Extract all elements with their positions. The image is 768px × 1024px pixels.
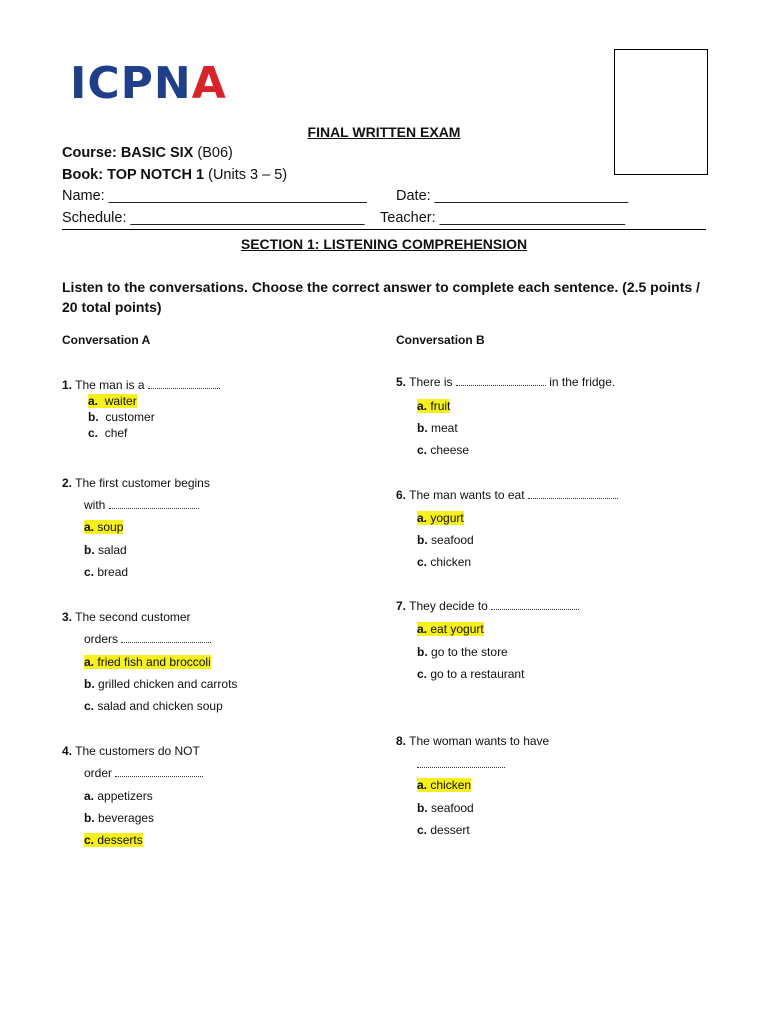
header-divider: [62, 229, 706, 230]
instructions: Listen to the conversations. Choose the correct answer to complete each sentence. (2.5 points / 20 total points): [62, 279, 700, 315]
option-2a[interactable]: a. soup: [84, 520, 124, 534]
option-3c[interactable]: c. salad and chicken soup: [84, 699, 223, 713]
name-field[interactable]: Name: ________________________________: [62, 188, 367, 204]
option-1a[interactable]: a. waiter: [88, 394, 137, 408]
option-4a[interactable]: a. appetizers: [84, 789, 153, 803]
option-1c[interactable]: c. chef: [88, 426, 128, 440]
option-8c[interactable]: c. dessert: [417, 823, 470, 837]
question-text: The man is a: [75, 378, 145, 392]
question-7: 7. They decide to: [396, 598, 579, 614]
answer-blank: [528, 489, 618, 499]
book-label: Book:: [62, 167, 104, 183]
option-5b[interactable]: b. meat: [417, 421, 458, 435]
answer-blank: [115, 767, 203, 777]
option-3a[interactable]: a. fried fish and broccoli: [84, 655, 211, 669]
conversation-a-title: Conversation A: [62, 333, 151, 347]
question-3-cont: orders: [84, 631, 211, 647]
answer-blank: [148, 379, 220, 389]
question-8-cont: [417, 756, 505, 772]
book-units: (Units 3 – 5): [208, 167, 288, 183]
photo-box: [614, 49, 708, 175]
option-8a[interactable]: a. chicken: [417, 778, 472, 792]
course-label: Course:: [62, 145, 117, 161]
question-6: 6. The man wants to eat: [396, 487, 618, 503]
answer-blank: [491, 600, 579, 610]
option-7c[interactable]: c. go to a restaurant: [417, 667, 525, 681]
exam-title: FINAL WRITTEN EXAM: [307, 124, 461, 140]
conversation-b-title: Conversation B: [396, 333, 485, 347]
icpna-logo: [70, 58, 227, 109]
option-2b[interactable]: b. salad: [84, 543, 127, 557]
question-2-cont: with: [84, 497, 199, 513]
option-5a[interactable]: a. fruit: [417, 399, 451, 413]
option-6a[interactable]: a. yogurt: [417, 511, 464, 525]
option-4c[interactable]: c. desserts: [84, 833, 143, 847]
question-8: 8. The woman wants to have: [396, 734, 550, 748]
date-field[interactable]: Date: ________________________: [396, 188, 629, 204]
answer-blank: [109, 499, 199, 509]
course-code: (B06): [197, 145, 233, 161]
answer-blank: [121, 633, 211, 643]
question-3: 3. The second customer: [62, 610, 191, 624]
option-6c[interactable]: c. chicken: [417, 555, 472, 569]
question-2: 2. The first customer begins: [62, 476, 210, 490]
question-1: [62, 377, 220, 393]
logo-text: ICPNA: [70, 58, 227, 109]
question-5: 5. There is in the fridge.: [396, 375, 616, 389]
answer-blank: [417, 758, 505, 768]
course-value: BASIC SIX: [120, 145, 194, 161]
schedule-field[interactable]: Schedule: _____________________________: [62, 210, 365, 226]
option-7b[interactable]: b. go to the store: [417, 645, 508, 659]
question-4: 4. The customers do NOT: [62, 744, 200, 758]
book-line: [62, 167, 287, 183]
course-line: [62, 145, 233, 161]
option-8b[interactable]: b. seafood: [417, 801, 474, 815]
option-4b[interactable]: b. beverages: [84, 811, 155, 825]
option-6b[interactable]: b. seafood: [417, 533, 474, 547]
option-7a[interactable]: a. eat yogurt: [417, 622, 484, 636]
option-5c[interactable]: c. cheese: [417, 443, 470, 457]
question-number: 1.: [62, 378, 73, 392]
option-3b[interactable]: b. grilled chicken and carrots: [84, 677, 238, 691]
logo-letter-a: A: [191, 58, 227, 109]
answer-blank: [456, 376, 546, 386]
book-value: TOP NOTCH 1: [107, 167, 205, 183]
question-4-cont: order: [84, 765, 203, 781]
option-1b[interactable]: b. customer: [88, 410, 155, 424]
section-title: SECTION 1: LISTENING COMPREHENSION: [240, 236, 528, 252]
teacher-field[interactable]: Teacher: _______________________: [380, 210, 626, 226]
option-2c[interactable]: c. bread: [84, 565, 129, 579]
